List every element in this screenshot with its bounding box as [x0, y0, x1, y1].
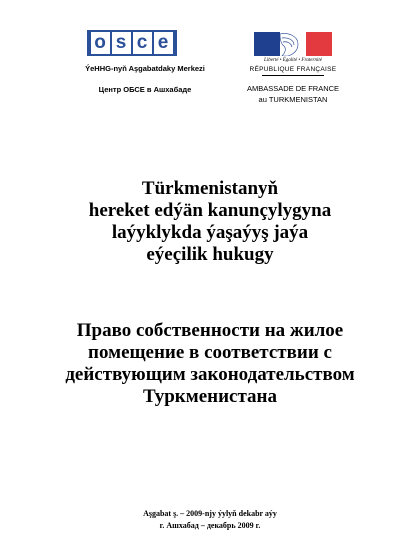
- title-line: laýyklykda ýaşaýyş jaýa: [111, 222, 309, 243]
- osce-centre-name-tk: ÝeHHG-nyň Aşgabatdaky Merkezi: [85, 64, 205, 73]
- title-turkmen: [20, 178, 400, 266]
- footer-place-date-ru: г. Ашхабад – декабрь 2009 г.: [159, 521, 261, 530]
- divider: [262, 75, 324, 76]
- osce-centre-name-ru: Центр ОБСЕ в Ашхабаде: [98, 85, 192, 94]
- title-line: Türkmenistanyň: [141, 178, 279, 199]
- marianne-profile-icon: [268, 32, 308, 56]
- osce-logo-letter: o: [91, 32, 110, 54]
- osce-logo: [87, 30, 177, 56]
- osce-logo-letters: [91, 32, 173, 54]
- embassy-name-line1: AMBASSADE DE FRANCE: [246, 84, 340, 93]
- title-line: Туркменистана: [143, 386, 277, 407]
- osce-logo-letter: c: [133, 32, 152, 54]
- title-line: действующим законодательством: [65, 364, 355, 385]
- french-republic-name: RÉPUBLIQUE FRANÇAISE: [249, 66, 337, 73]
- title-line: помещение в соответствии с: [88, 342, 332, 363]
- title-line: Право собственности на жилое: [76, 320, 344, 341]
- french-republic-logo: [254, 32, 332, 56]
- title-line: hereket edýän kanunçylygyna: [88, 200, 332, 221]
- flag-band-red: [306, 32, 332, 56]
- title-line: eýeçilik hukugy: [146, 244, 274, 265]
- french-motto: Liberté • Égalité • Fraternité: [264, 58, 322, 63]
- embassy-name-line2: au TURKMENISTAN: [258, 95, 328, 104]
- title-russian: [20, 320, 400, 408]
- osce-logo-letter: e: [154, 32, 173, 54]
- osce-logo-letter: s: [112, 32, 131, 54]
- footer-place-date-tk: Aşgabat ş. – 2009-njy ýylyň dekabr aýy: [143, 509, 277, 518]
